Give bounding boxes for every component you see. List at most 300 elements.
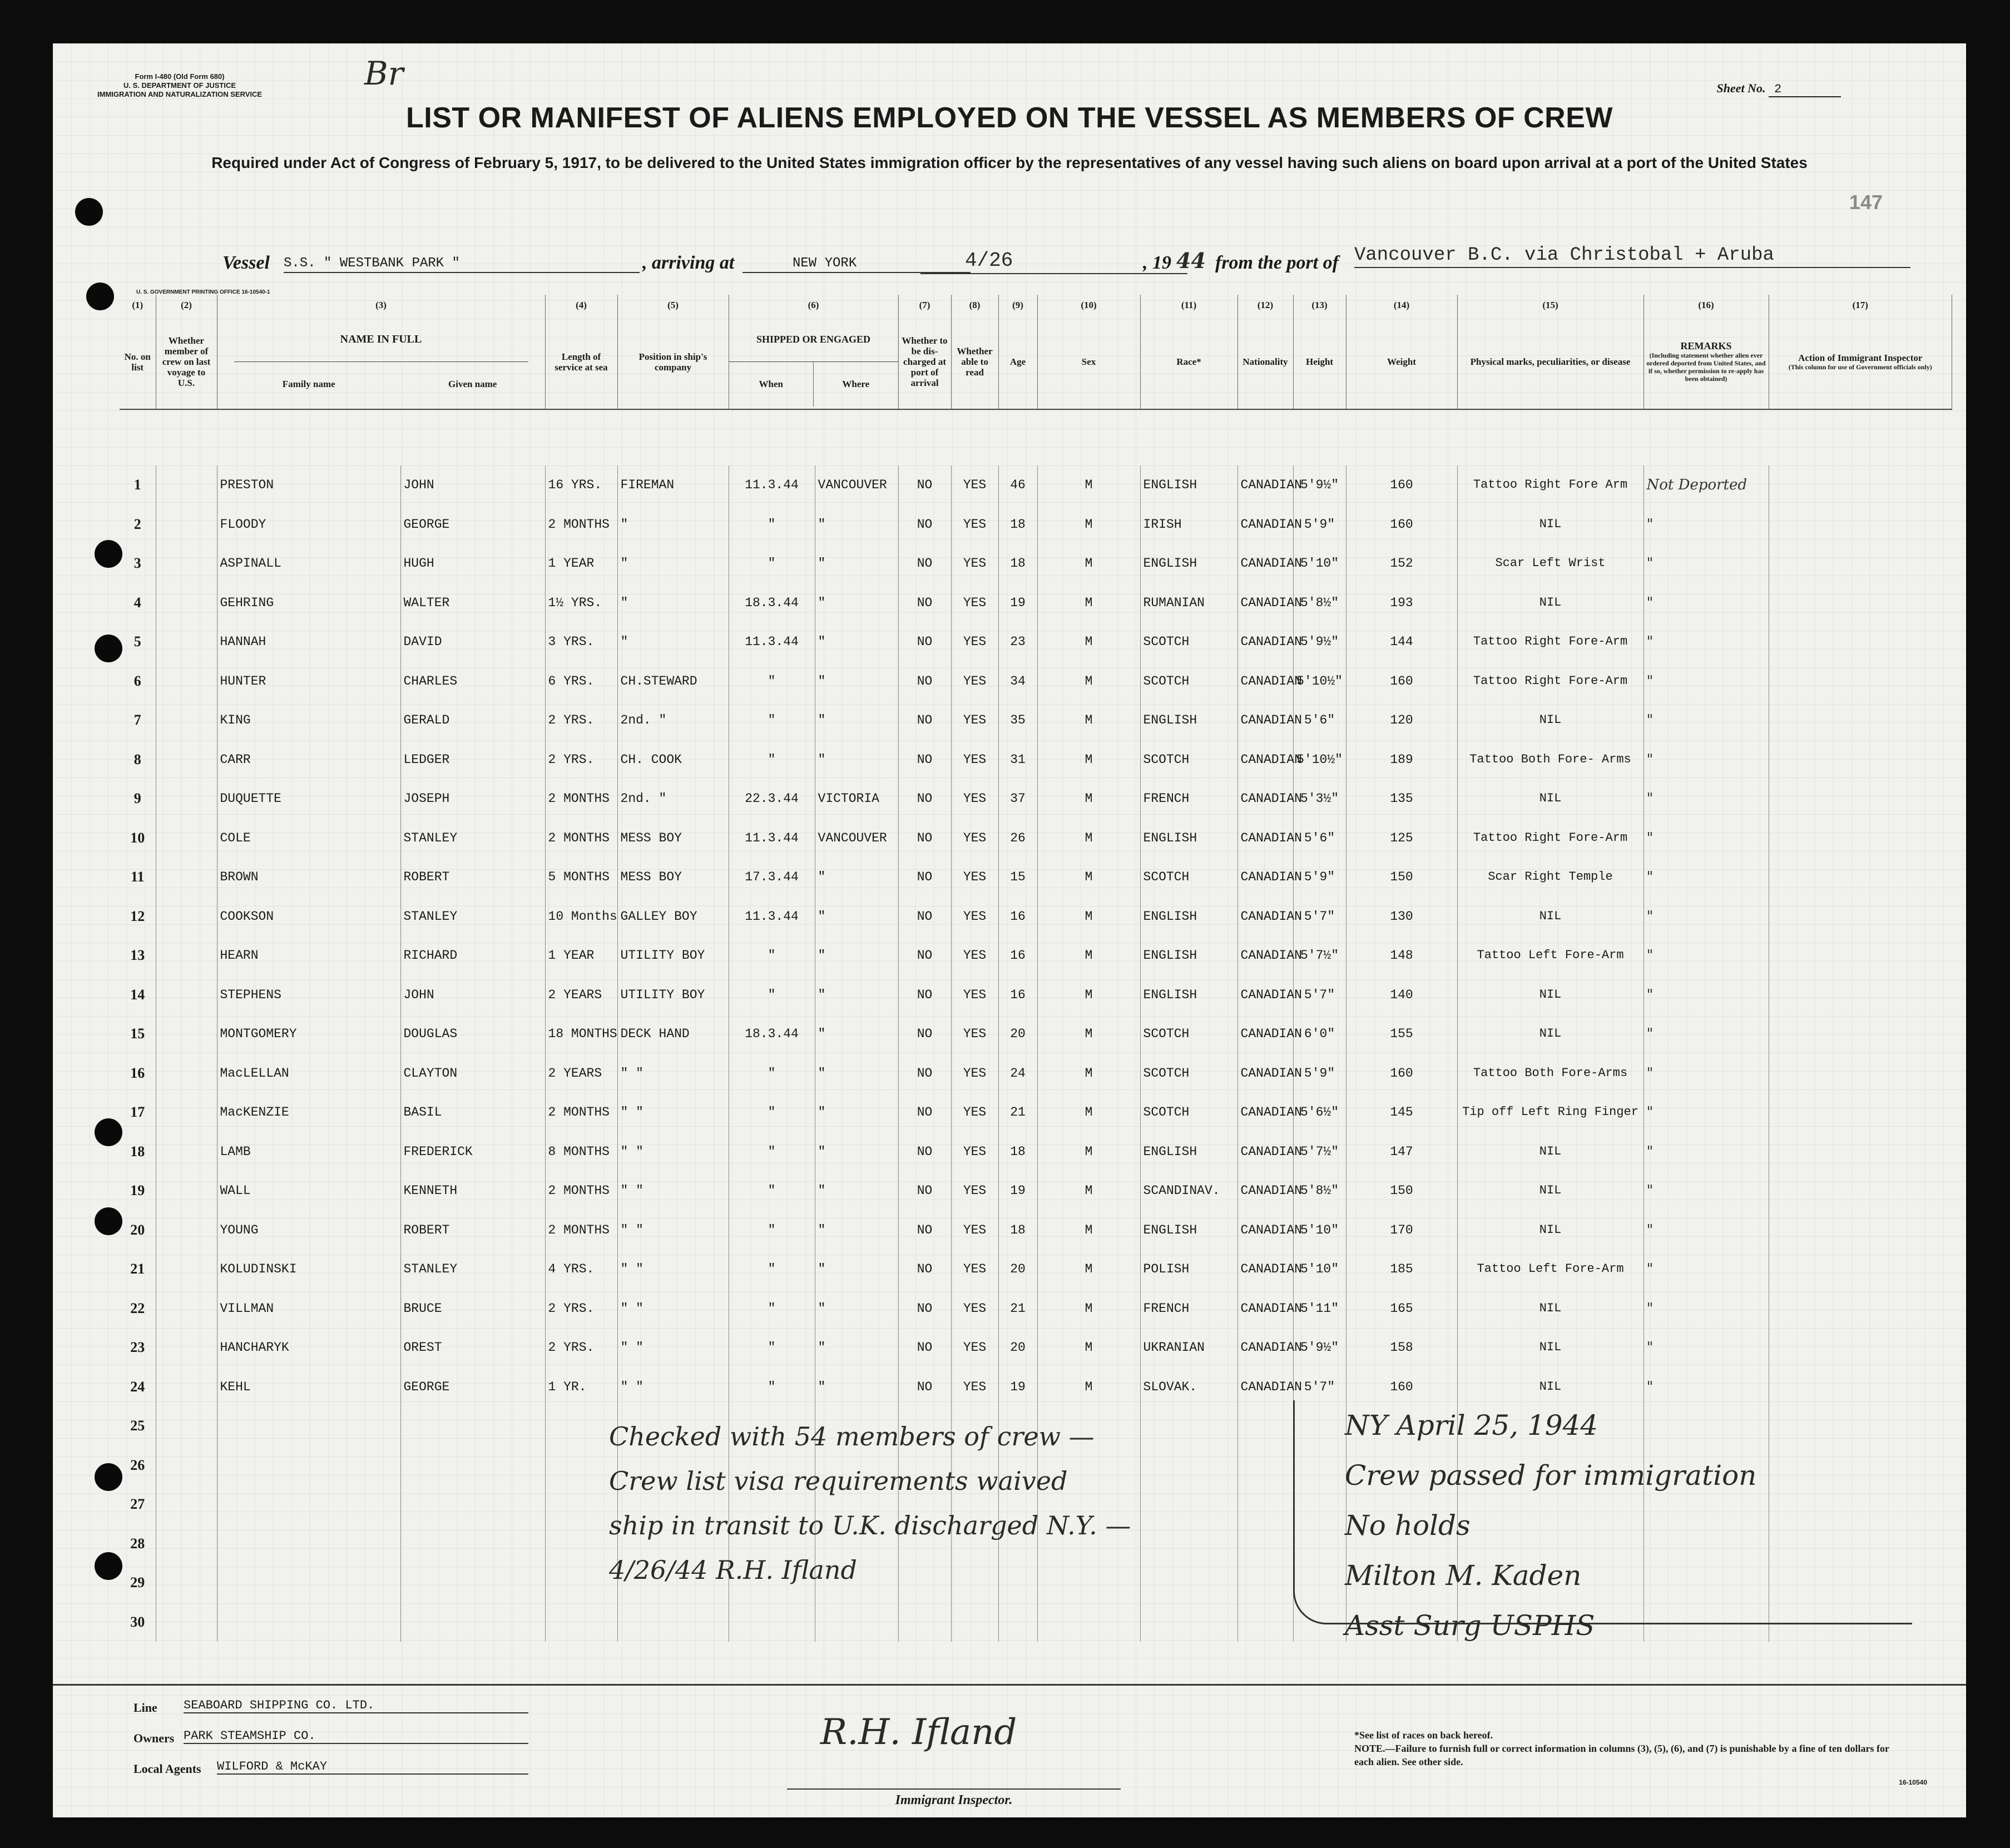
position-cell <box>617 1603 729 1642</box>
given-name-cell: BRUCE <box>400 1289 545 1329</box>
shipped-when-cell: " <box>729 1289 815 1329</box>
shipped-where-cell: " <box>815 740 898 780</box>
height-cell: 5'7½" <box>1293 1132 1346 1172</box>
weight-cell: 150 <box>1346 1171 1457 1211</box>
table-row <box>120 1171 1952 1211</box>
sex-cell: M <box>1037 1368 1140 1407</box>
length-of-service-cell: 2 YEARS <box>545 975 617 1015</box>
weight-cell: 145 <box>1346 1093 1457 1132</box>
age-cell: 16 <box>998 936 1037 975</box>
table-row <box>120 1250 1952 1289</box>
length-of-service-cell: 2 MONTHS <box>545 505 617 544</box>
shipped-when-cell: " <box>729 1093 815 1132</box>
length-of-service-cell: 3 YRS. <box>545 622 617 662</box>
race-cell: POLISH <box>1140 1250 1237 1289</box>
shipped-when-cell: " <box>729 1250 815 1289</box>
family-name-cell <box>217 1603 400 1642</box>
row-number-cell: 28 <box>120 1524 156 1564</box>
length-of-service-cell: 1 YR. <box>545 1368 617 1407</box>
physical-marks-cell: Tattoo Left Fore-Arm <box>1457 1250 1643 1289</box>
length-of-service-cell <box>545 1446 617 1485</box>
punch-hole <box>95 635 122 662</box>
sex-cell <box>1037 1603 1140 1642</box>
table-row <box>120 505 1952 544</box>
weight-cell: 150 <box>1346 858 1457 897</box>
shipped-when-cell: 11.3.44 <box>729 819 815 858</box>
able-to-read-cell: YES <box>951 1211 998 1250</box>
nationality-cell: CANADIAN <box>1237 740 1293 780</box>
department-name: U. S. DEPARTMENT OF JUSTICE <box>123 81 236 90</box>
header-shipped-engaged <box>729 315 898 409</box>
family-name-cell: COLE <box>217 819 400 858</box>
inspector-annotation-line: 4/26/44 R.H. Ifland <box>609 1555 857 1585</box>
position-cell: FIREMAN <box>617 465 729 505</box>
year-value: 44 <box>1176 248 1206 273</box>
physical-marks-cell: Scar Left Wrist <box>1457 544 1643 583</box>
spacer-cell <box>120 409 1769 465</box>
shipped-where-cell: " <box>815 1014 898 1054</box>
family-name-cell: COOKSON <box>217 897 400 937</box>
race-cell: SCOTCH <box>1140 858 1237 897</box>
race-cell: SLOVAK. <box>1140 1368 1237 1407</box>
races-note: *See list of races on back hereof. <box>1354 1730 1493 1741</box>
header-name-sub <box>217 362 545 407</box>
position-cell: MESS BOY <box>617 819 729 858</box>
line-label: Line <box>133 1701 157 1715</box>
corner-annotation: Br <box>364 55 404 92</box>
physical-marks-cell: NIL <box>1457 1328 1643 1368</box>
row-number-cell: 1 <box>120 465 156 505</box>
header-race: Race* <box>1140 315 1237 409</box>
discharged-cell: NO <box>898 701 951 740</box>
height-cell: 5'6" <box>1293 701 1346 740</box>
weight-cell: 189 <box>1346 740 1457 780</box>
length-of-service-cell: 2 YRS. <box>545 1289 617 1329</box>
race-cell: SCOTCH <box>1140 622 1237 662</box>
discharged-cell: NO <box>898 1289 951 1329</box>
given-name-cell <box>400 1603 545 1642</box>
inspector-signature: R.H. Ifland <box>820 1712 1017 1753</box>
last-voyage-cell-cell <box>156 1603 217 1642</box>
able-to-read-cell: YES <box>951 1093 998 1132</box>
weight-cell: 185 <box>1346 1250 1457 1289</box>
position-cell: 2nd. " <box>617 701 729 740</box>
nationality-cell <box>1237 1485 1293 1524</box>
table-row <box>120 1014 1952 1054</box>
age-cell: 26 <box>998 819 1037 858</box>
length-of-service-cell: 2 YRS. <box>545 740 617 780</box>
nationality-cell: CANADIAN <box>1237 1014 1293 1054</box>
row-number-cell: 14 <box>120 975 156 1015</box>
last-voyage-cell-cell <box>156 701 217 740</box>
given-name-cell <box>400 1524 545 1564</box>
col-num-9: (9) <box>998 295 1037 315</box>
age-cell <box>998 1603 1037 1642</box>
shipped-when-cell: " <box>729 740 815 780</box>
last-voyage-cell-cell <box>156 975 217 1015</box>
family-name-cell: KING <box>217 701 400 740</box>
last-voyage-cell-cell <box>156 1054 217 1093</box>
age-cell: 37 <box>998 779 1037 819</box>
age-cell: 18 <box>998 505 1037 544</box>
length-of-service-cell: 2 MONTHS <box>545 1211 617 1250</box>
col-num-6: (6) <box>729 295 898 315</box>
footer-line-row <box>133 1698 375 1715</box>
row-number-cell: 15 <box>120 1014 156 1054</box>
position-cell: 2nd. " <box>617 779 729 819</box>
footer-divider <box>53 1684 1966 1686</box>
shipped-when-cell: 11.3.44 <box>729 465 815 505</box>
table-row <box>120 662 1952 701</box>
physical-marks-cell: NIL <box>1457 779 1643 819</box>
bottom-form-number: 16-10540 <box>1899 1778 1927 1786</box>
sex-cell: M <box>1037 858 1140 897</box>
header-weight: Weight <box>1346 315 1457 409</box>
nationality-cell: CANADIAN <box>1237 1093 1293 1132</box>
length-of-service-cell: 16 YRS. <box>545 465 617 505</box>
able-to-read-cell: YES <box>951 779 998 819</box>
last-voyage-cell-cell <box>156 1093 217 1132</box>
nationality-cell: CANADIAN <box>1237 622 1293 662</box>
header-given-name: Given name <box>448 379 497 389</box>
footer-owners-row <box>133 1729 316 1746</box>
agents-value: WILFORD & McKAY <box>217 1760 528 1775</box>
row-number-cell: 8 <box>120 740 156 780</box>
row-number-cell: 18 <box>120 1132 156 1172</box>
given-name-cell: STANLEY <box>400 897 545 937</box>
inspector-annotation-line: Checked with 54 members of crew — <box>609 1421 1095 1451</box>
length-of-service-cell: 2 YRS. <box>545 1328 617 1368</box>
length-of-service-cell: 6 YRS. <box>545 662 617 701</box>
height-cell: 5'7½" <box>1293 936 1346 975</box>
age-cell: 20 <box>998 1014 1037 1054</box>
discharged-cell: NO <box>898 1211 951 1250</box>
able-to-read-cell: YES <box>951 819 998 858</box>
family-name-cell: HEARN <box>217 936 400 975</box>
printer-note: U. S. GOVERNMENT PRINTING OFFICE 16-10540-1 <box>136 289 270 295</box>
race-cell: IRISH <box>1140 505 1237 544</box>
punch-hole <box>86 283 114 310</box>
weight-cell: 135 <box>1346 779 1457 819</box>
last-voyage-cell-cell <box>156 779 217 819</box>
header-nationality: Nationality <box>1237 315 1293 409</box>
sex-cell: M <box>1037 1250 1140 1289</box>
weight-cell: 170 <box>1346 1211 1457 1250</box>
able-to-read-cell: YES <box>951 1132 998 1172</box>
family-name-cell <box>217 1485 400 1524</box>
position-cell: " " <box>617 1328 729 1368</box>
physical-marks-cell: NIL <box>1457 975 1643 1015</box>
shipped-when-cell: 18.3.44 <box>729 1014 815 1054</box>
sex-cell: M <box>1037 1289 1140 1329</box>
able-to-read-cell: YES <box>951 544 998 583</box>
remarks-cell: " <box>1643 936 1769 975</box>
age-cell: 20 <box>998 1328 1037 1368</box>
length-of-service-cell: 2 MONTHS <box>545 1093 617 1132</box>
inspector-annotation <box>609 1414 1131 1592</box>
length-of-service-cell: 8 MONTHS <box>545 1132 617 1172</box>
weight-cell: 144 <box>1346 622 1457 662</box>
remarks-cell: " <box>1643 819 1769 858</box>
length-of-service-cell: 2 MONTHS <box>545 779 617 819</box>
able-to-read-cell: YES <box>951 1289 998 1329</box>
col-num-2: (2) <box>156 295 217 315</box>
arrival-date: 4/26 <box>920 249 1187 274</box>
sheet-number-label: Sheet No. <box>1716 81 1766 95</box>
position-cell: MESS BOY <box>617 858 729 897</box>
physical-marks-cell: Tattoo Both Fore- Arms <box>1457 740 1643 780</box>
medical-annotation-line: NY April 25, 1944 <box>1345 1409 1598 1441</box>
shipped-when-cell: " <box>729 1054 815 1093</box>
position-cell: " " <box>617 1132 729 1172</box>
shipped-where-cell: " <box>815 701 898 740</box>
discharged-cell: NO <box>898 858 951 897</box>
given-name-cell: JOSEPH <box>400 779 545 819</box>
nationality-cell: CANADIAN <box>1237 544 1293 583</box>
height-cell: 5'11" <box>1293 1289 1346 1329</box>
height-cell: 5'9" <box>1293 858 1346 897</box>
col-num-1: (1) <box>120 295 156 315</box>
age-cell: 20 <box>998 1250 1037 1289</box>
nationality-cell <box>1237 1446 1293 1485</box>
length-of-service-cell <box>545 1563 617 1603</box>
height-cell: 5'6" <box>1293 819 1346 858</box>
physical-marks-cell: NIL <box>1457 1132 1643 1172</box>
header-action <box>1769 315 1952 409</box>
header-height: Height <box>1293 315 1346 409</box>
row-number-cell: 2 <box>120 505 156 544</box>
weight-cell: 160 <box>1346 465 1457 505</box>
length-of-service-cell: 2 MONTHS <box>545 1171 617 1211</box>
family-name-cell: KEHL <box>217 1368 400 1407</box>
age-cell: 18 <box>998 1211 1037 1250</box>
last-voyage-cell-cell <box>156 819 217 858</box>
shipped-where-cell: " <box>815 936 898 975</box>
arriving-port: NEW YORK <box>742 256 971 273</box>
able-to-read-cell: YES <box>951 622 998 662</box>
race-cell: ENGLISH <box>1140 975 1237 1015</box>
col-num-16: (16) <box>1643 295 1769 315</box>
table-row <box>120 740 1952 780</box>
able-to-read-cell: YES <box>951 701 998 740</box>
remarks-cell: " <box>1643 583 1769 623</box>
length-of-service-cell: 10 Months <box>545 897 617 937</box>
row-number-cell: 20 <box>120 1211 156 1250</box>
shipped-where-cell: " <box>815 975 898 1015</box>
header-able-read: Whether able to read <box>951 315 998 409</box>
remarks-cell: Not Deported <box>1643 465 1769 505</box>
able-to-read-cell: YES <box>951 1368 998 1407</box>
able-to-read-cell: YES <box>951 583 998 623</box>
family-name-cell: YOUNG <box>217 1211 400 1250</box>
nationality-cell: CANADIAN <box>1237 1289 1293 1329</box>
remarks-cell: " <box>1643 1250 1769 1289</box>
owners-value: PARK STEAMSHIP CO. <box>184 1729 528 1744</box>
weight-cell: 160 <box>1346 1368 1457 1407</box>
able-to-read-cell: YES <box>951 1328 998 1368</box>
family-name-cell: LAMB <box>217 1132 400 1172</box>
position-cell: CH.STEWARD <box>617 662 729 701</box>
length-of-service-cell: 5 MONTHS <box>545 858 617 897</box>
height-cell: 5'10" <box>1293 1211 1346 1250</box>
race-cell: ENGLISH <box>1140 1211 1237 1250</box>
race-cell: FRENCH <box>1140 779 1237 819</box>
header-name-label: NAME IN FULL <box>234 317 528 362</box>
header-when: When <box>729 362 814 407</box>
header-name-in-full <box>217 315 545 409</box>
age-cell: 18 <box>998 1132 1037 1172</box>
table-row <box>120 1132 1952 1172</box>
table-row <box>120 465 1952 505</box>
header-physical-marks: Physical marks, peculiarities, or disease <box>1457 315 1643 409</box>
shipped-where-cell: " <box>815 583 898 623</box>
height-cell: 5'6½" <box>1293 1093 1346 1132</box>
age-cell: 21 <box>998 1093 1037 1132</box>
last-voyage-cell-cell <box>156 622 217 662</box>
sex-cell: M <box>1037 465 1140 505</box>
age-cell: 19 <box>998 1368 1037 1407</box>
agents-label: Local Agents <box>133 1762 201 1776</box>
header-discharged: Whether to be dis-charged at port of arrival <box>898 315 951 409</box>
length-of-service-cell: 2 MONTHS <box>545 819 617 858</box>
nationality-cell <box>1237 1524 1293 1564</box>
footer-agents-row <box>133 1760 328 1776</box>
shipped-when-cell <box>729 1603 815 1642</box>
given-name-cell: RICHARD <box>400 936 545 975</box>
given-name-cell <box>400 1446 545 1485</box>
stamp-number: 147 <box>1849 191 1883 214</box>
race-cell: UKRANIAN <box>1140 1328 1237 1368</box>
physical-marks-cell: Tattoo Both Fore-Arms <box>1457 1054 1643 1093</box>
weight-cell: 160 <box>1346 662 1457 701</box>
col-num-17: (17) <box>1769 295 1952 315</box>
age-cell: 34 <box>998 662 1037 701</box>
punch-hole <box>95 1552 122 1580</box>
age-cell: 18 <box>998 544 1037 583</box>
weight-cell: 152 <box>1346 544 1457 583</box>
year-label: , 19 <box>1143 252 1171 273</box>
shipped-when-cell: " <box>729 505 815 544</box>
table-row <box>120 975 1952 1015</box>
race-cell: ENGLISH <box>1140 544 1237 583</box>
family-name-cell: HANNAH <box>217 622 400 662</box>
height-cell: 5'9½" <box>1293 622 1346 662</box>
weight-cell: 155 <box>1346 1014 1457 1054</box>
discharged-cell: NO <box>898 622 951 662</box>
height-cell: 5'9½" <box>1293 465 1346 505</box>
physical-marks-cell: Tattoo Right Fore-Arm <box>1457 662 1643 701</box>
nationality-cell: CANADIAN <box>1237 897 1293 937</box>
weight-cell: 147 <box>1346 1132 1457 1172</box>
table-row <box>120 1289 1952 1329</box>
nationality-cell: CANADIAN <box>1237 1171 1293 1211</box>
given-name-cell: JOHN <box>400 975 545 1015</box>
shipped-where-cell: " <box>815 1211 898 1250</box>
last-voyage-cell-cell <box>156 897 217 937</box>
page-title: LIST OR MANIFEST OF ALIENS EMPLOYED ON THE VESSEL AS MEMBERS OF CREW <box>406 102 1613 134</box>
discharged-cell: NO <box>898 1054 951 1093</box>
nationality-cell <box>1237 1603 1293 1642</box>
col-num-8: (8) <box>951 295 998 315</box>
shipped-when-cell: 11.3.44 <box>729 622 815 662</box>
length-of-service-cell: 4 YRS. <box>545 1250 617 1289</box>
given-name-cell: CLAYTON <box>400 1054 545 1093</box>
col-num-15: (15) <box>1457 295 1643 315</box>
physical-marks-cell: Tip off Left Ring Finger <box>1457 1093 1643 1132</box>
form-number: Form I-480 (Old Form 680) <box>135 72 225 81</box>
sex-cell: M <box>1037 1328 1140 1368</box>
physical-marks-cell: NIL <box>1457 1368 1643 1407</box>
punch-hole <box>95 1118 122 1146</box>
race-cell: RUMANIAN <box>1140 583 1237 623</box>
able-to-read-cell: YES <box>951 740 998 780</box>
given-name-cell: DAVID <box>400 622 545 662</box>
sex-cell: M <box>1037 1093 1140 1132</box>
given-name-cell: GEORGE <box>400 505 545 544</box>
last-voyage-cell-cell <box>156 1250 217 1289</box>
race-cell: SCOTCH <box>1140 662 1237 701</box>
row-number-cell: 4 <box>120 583 156 623</box>
table-row <box>120 1211 1952 1250</box>
sheet-number <box>1717 81 1841 97</box>
column-number-row <box>120 295 1952 315</box>
family-name-cell: HANCHARYK <box>217 1328 400 1368</box>
length-of-service-cell: 1½ YRS. <box>545 583 617 623</box>
table-row <box>120 897 1952 937</box>
last-voyage-cell-cell <box>156 1406 217 1446</box>
race-cell: ENGLISH <box>1140 819 1237 858</box>
race-cell <box>1140 1603 1237 1642</box>
vessel-label: Vessel <box>222 252 270 273</box>
last-voyage-cell-cell <box>156 1524 217 1564</box>
height-cell: 5'3½" <box>1293 779 1346 819</box>
weight-cell: 125 <box>1346 819 1457 858</box>
discharged-cell: NO <box>898 819 951 858</box>
able-to-read-cell <box>951 1603 998 1642</box>
shipped-where-cell: " <box>815 1368 898 1407</box>
physical-marks-cell: NIL <box>1457 701 1643 740</box>
sheet-number-value: 2 <box>1769 82 1841 97</box>
race-cell <box>1140 1406 1237 1446</box>
nationality-cell: CANADIAN <box>1237 701 1293 740</box>
position-cell: " <box>617 544 729 583</box>
row-number-cell: 21 <box>120 1250 156 1289</box>
header-length-service: Length of service at sea <box>545 315 617 409</box>
shipped-when-cell: " <box>729 936 815 975</box>
position-cell: " <box>617 583 729 623</box>
family-name-cell: DUQUETTE <box>217 779 400 819</box>
age-cell: 31 <box>998 740 1037 780</box>
remarks-cell: " <box>1643 1132 1769 1172</box>
physical-marks-cell: NIL <box>1457 1289 1643 1329</box>
length-of-service-cell: 1 YEAR <box>545 544 617 583</box>
length-of-service-cell: 2 YEARS <box>545 1054 617 1093</box>
header-no-on-list: No. on list <box>120 315 156 409</box>
last-voyage-cell-cell <box>156 858 217 897</box>
table-row <box>120 701 1952 740</box>
medical-annotation-line: Milton M. Kaden <box>1345 1559 1582 1592</box>
row-number-cell: 25 <box>120 1406 156 1446</box>
shipped-where-cell: " <box>815 1132 898 1172</box>
remarks-cell: " <box>1643 1289 1769 1329</box>
spacer-row <box>120 409 1952 465</box>
physical-marks-cell: NIL <box>1457 505 1643 544</box>
race-cell: SCOTCH <box>1140 1014 1237 1054</box>
position-cell: " " <box>617 1093 729 1132</box>
shipped-when-cell: " <box>729 1132 815 1172</box>
col-num-10: (10) <box>1037 295 1140 315</box>
family-name-cell <box>217 1406 400 1446</box>
